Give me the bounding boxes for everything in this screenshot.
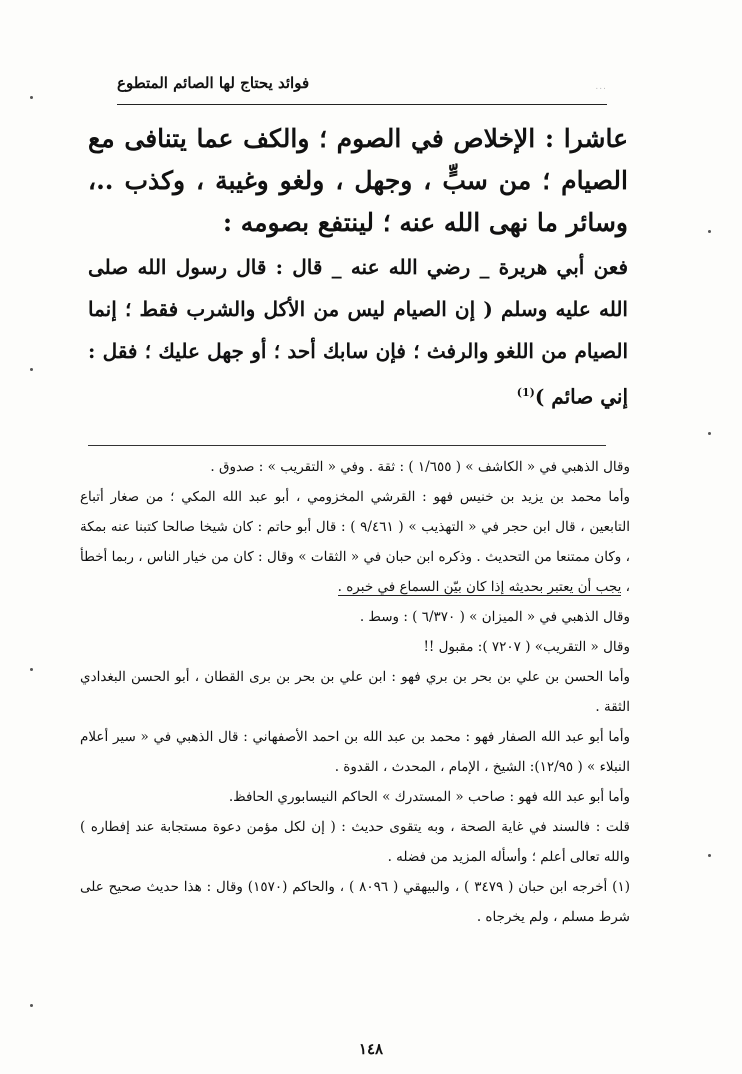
running-head: [117, 70, 607, 105]
underlined-phrase: يجب أن يعتبر بحديثه إذا كان بيّن السماع في خبره .: [337, 579, 622, 595]
footnote-line-7: وأما أبو عبد الله فهو : صاحب « المستدرك » الحاكم النيسابوري الحافظ.: [228, 789, 630, 805]
running-head-faded-text: ...: [595, 82, 607, 92]
main-text: [88, 118, 628, 418]
footnote-line-4: وقال « التقريب» ( ٧٢٠٧ ): مقبول !!: [423, 639, 630, 655]
page-number: ١٤٨: [358, 1040, 384, 1058]
margin-mark: [708, 230, 711, 233]
margin-mark: [708, 432, 711, 435]
margin-mark: [30, 368, 33, 371]
margin-mark: [30, 668, 33, 671]
footnote-1: (١) أخرجه ابن حبان ( ٣٤٧٩ ) ، والبيهقي ( ٨٠٩٦ ) ، والحاكم (١٥٧٠) وقال : هذا حديث صحيح على شرط مسلم ، ولم يخرجاه .: [80, 879, 630, 925]
footnote-line-6: وأما أبو عبد الله الصفار فهو : محمد بن عبد الله بن احمد الأصفهاني : قال الذهبي في « سير أعلام النبلاء » ( ١٢/٩٥): الشيخ ، الإمام ، المحدث ، القدوة .: [80, 729, 630, 775]
footnote-separator: [88, 445, 606, 446]
margin-mark: [30, 96, 33, 99]
footnote-line-1: وقال الذهبي في « الكاشف » ( ١/٦٥٥ ) : ثقة . وفي « التقريب » : صدوق .: [210, 459, 630, 475]
footnote-line-2-text: وأما محمد بن يزيد بن خنيس فهو : القرشي المخزومي ، أبو عبد الله المكي ؛ من صغار أتباع التابعين ، قال ابن حجر في « التهذيب » ( ٩/٤٦١ ) : قال أبو حاتم : كان شيخا صالحا كتبنا عنه بمكة ، وكان ممتنعا من التحديث . وذكره ابن حبان في « الثقات » وقال : كان من خيار الناس ، ربما أخطأ ،: [80, 489, 630, 595]
running-head-title: فوائد يحتاج لها الصائم المتطوع: [117, 74, 310, 92]
margin-mark: [708, 854, 711, 857]
hadith-text: فعن أبي هريرة _ رضي الله عنه _ قال : قال رسول الله صلى الله عليه وسلم ( إن الصيام ليس من الأكل والشرب فقط ؛ إنما الصيام من اللغو والرفث ؛ فإن سابك أحد ؛ أو جهل عليك ؛ فقل : إني صائم ): [88, 255, 628, 409]
footnote-line-2: [80, 482, 630, 602]
main-paragraph-2: [88, 246, 628, 418]
main-paragraph-1: عاشرا : الإخلاص في الصوم ؛ والكف عما يتنافى مع الصيام ؛ من سبٍّ ، وجهل ، ولغو وغيبة ، وكذب ..، وسائر ما نهى الله عنه ؛ لينتفع بصومه :: [88, 124, 628, 237]
footnote-reference: (1): [516, 386, 535, 399]
footnote-line-3: وقال الذهبي في « الميزان » ( ٦/٣٧٠ ) : وسط .: [359, 609, 630, 625]
footnote-line-8: قلت : فالسند في غاية الصحة ، وبه يتقوى حديث : ( إن لكل مؤمن دعوة مستجابة عند إفطاره ) والله تعالى أعلم ؛ وأسأله المزيد من فضله .: [80, 819, 630, 865]
footnotes: [80, 452, 630, 932]
margin-mark: [30, 1004, 33, 1007]
footnote-line-5: وأما الحسن بن علي بن بحر بن بري فهو : ابن علي بن بحر بن برى القطان ، أبو الحسن البغدادي الثقة .: [80, 669, 630, 715]
